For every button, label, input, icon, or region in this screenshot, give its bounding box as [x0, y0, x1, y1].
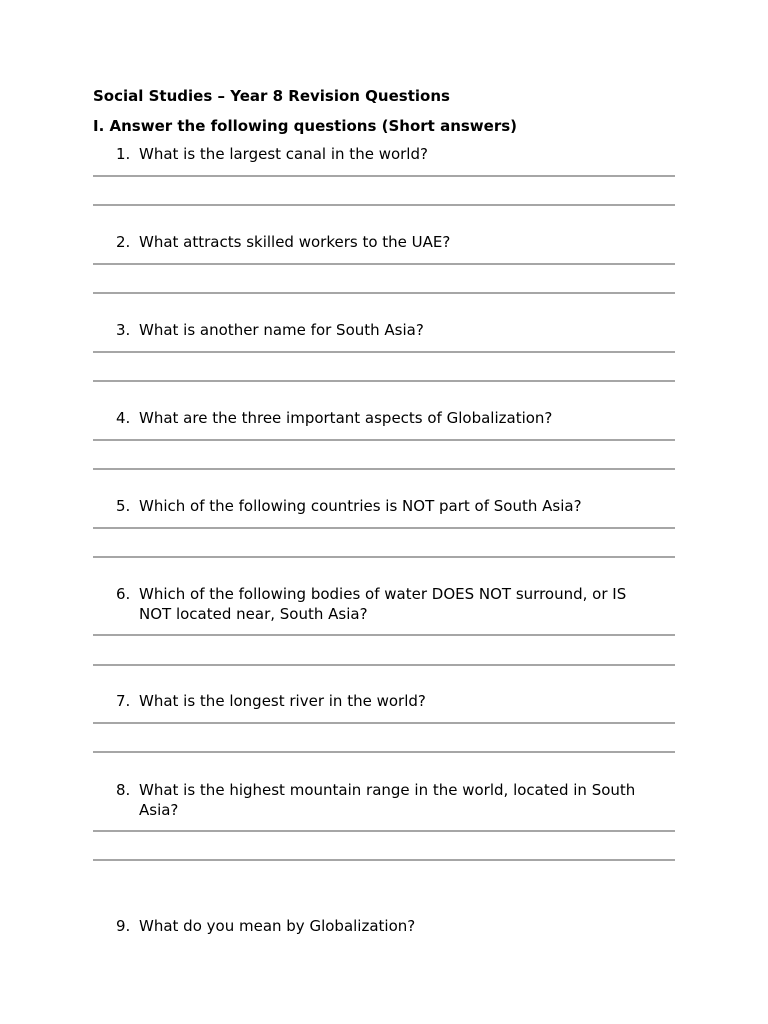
question-text: What attracts skilled workers to the UAE? [139, 233, 451, 251]
question-4 [116, 408, 661, 428]
question-number: 2. [116, 233, 131, 251]
answer-line[interactable] [93, 634, 675, 636]
section-heading: I. Answer the following questions (Short answers) [93, 117, 518, 135]
answer-line[interactable] [93, 859, 675, 861]
question-text: What do you mean by Globalization? [139, 917, 416, 935]
answer-line[interactable] [93, 751, 675, 753]
question-text: What is the largest canal in the world? [139, 145, 428, 163]
question-text: What is another name for South Asia? [139, 321, 424, 339]
answer-line[interactable] [93, 351, 675, 353]
answer-line[interactable] [93, 380, 675, 382]
question-text: What is the longest river in the world? [139, 692, 426, 710]
question-3 [116, 320, 661, 340]
answer-line[interactable] [93, 439, 675, 441]
question-6 [116, 584, 661, 624]
answer-line[interactable] [93, 292, 675, 294]
question-2 [116, 232, 661, 252]
answer-line[interactable] [93, 664, 675, 666]
question-text: What is the highest mountain range in the world, located in South Asia? [139, 781, 636, 819]
question-number: 3. [116, 321, 131, 339]
question-number: 1. [116, 145, 131, 163]
answer-line[interactable] [93, 556, 675, 558]
answer-line[interactable] [93, 175, 675, 177]
question-1 [116, 144, 661, 164]
question-number: 6. [116, 585, 131, 603]
question-number: 7. [116, 692, 131, 710]
answer-line[interactable] [93, 263, 675, 265]
answer-line[interactable] [93, 722, 675, 724]
question-text: What are the three important aspects of Globalization? [139, 409, 553, 427]
answer-line[interactable] [93, 204, 675, 206]
question-number: 9. [116, 917, 131, 935]
question-number: 4. [116, 409, 131, 427]
question-number: 8. [116, 781, 131, 799]
question-8 [116, 780, 661, 820]
worksheet-title: Social Studies – Year 8 Revision Questions [93, 87, 450, 105]
answer-line[interactable] [93, 830, 675, 832]
answer-line[interactable] [93, 468, 675, 470]
question-9 [116, 916, 661, 936]
question-text: Which of the following bodies of water DOES NOT surround, or IS NOT located near, South Asia? [139, 585, 627, 623]
question-number: 5. [116, 497, 131, 515]
question-text: Which of the following countries is NOT part of South Asia? [139, 497, 582, 515]
answer-line[interactable] [93, 527, 675, 529]
question-7 [116, 691, 661, 711]
question-5 [116, 496, 661, 516]
